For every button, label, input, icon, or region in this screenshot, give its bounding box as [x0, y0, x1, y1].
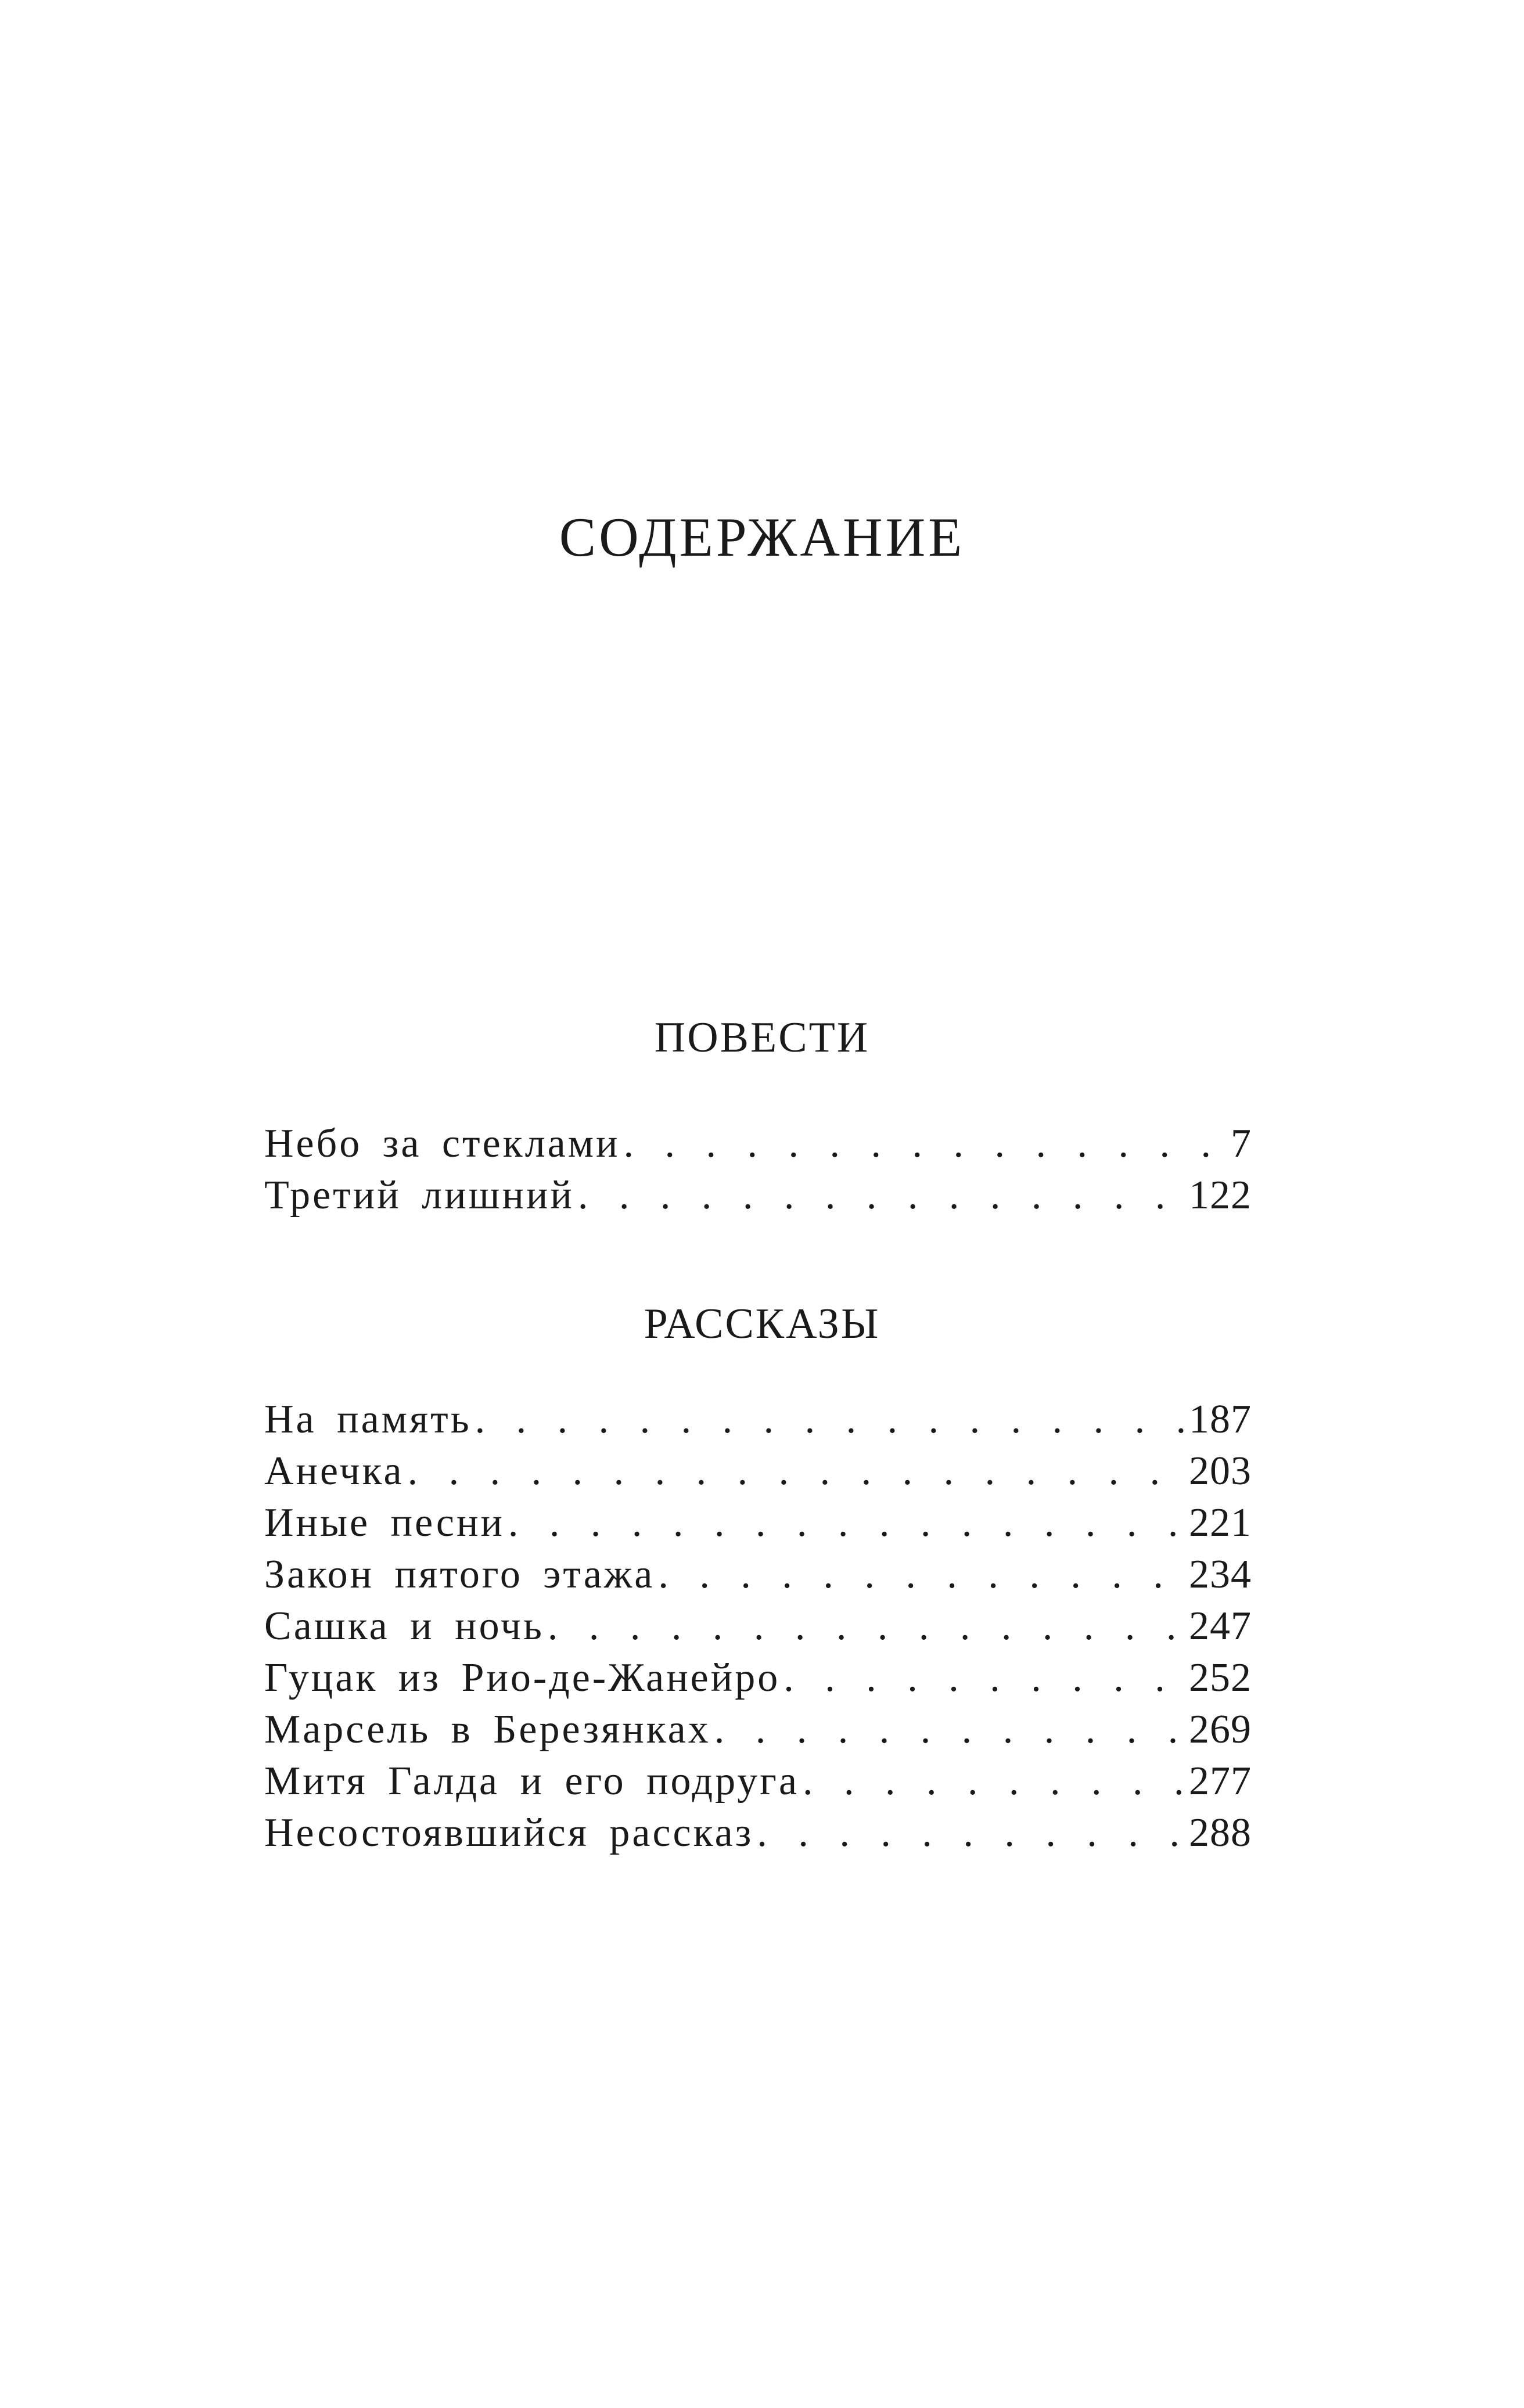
entry-title: Анечка [264, 1449, 404, 1493]
page-title: СОДЕРЖАНИЕ [559, 506, 965, 568]
section-heading-rasskazy: РАССКАЗЫ [644, 1300, 880, 1348]
dot-leader [574, 1169, 1189, 1221]
toc-entry[interactable] [264, 1600, 1252, 1652]
dot-leader [711, 1704, 1189, 1755]
toc-entry[interactable] [264, 1169, 1252, 1221]
entry-page-number: 7 [1231, 1121, 1252, 1166]
entry-page-number: 234 [1189, 1552, 1252, 1597]
toc-list-povesti [264, 1118, 1252, 1221]
entry-page-number: 187 [1189, 1397, 1252, 1442]
entry-page-number: 288 [1189, 1811, 1252, 1855]
entry-title: Марсель в Березянках [264, 1707, 711, 1752]
toc-entry[interactable] [264, 1652, 1252, 1704]
toc-entry[interactable] [264, 1445, 1252, 1497]
toc-entry[interactable] [264, 1394, 1252, 1445]
entry-page-number: 277 [1189, 1759, 1252, 1804]
dot-leader [472, 1394, 1189, 1445]
entry-page-number: 247 [1189, 1604, 1252, 1648]
toc-entry[interactable] [264, 1497, 1252, 1549]
entry-page-number: 269 [1189, 1707, 1252, 1752]
entry-title: Гуцак из Рио-де-Жанейро [264, 1655, 781, 1700]
entry-page-number: 203 [1189, 1449, 1252, 1493]
entry-page-number: 252 [1189, 1655, 1252, 1700]
toc-entry[interactable] [264, 1118, 1252, 1169]
entry-title: На память [264, 1397, 472, 1442]
toc-entry[interactable] [264, 1807, 1252, 1859]
toc-entry[interactable] [264, 1704, 1252, 1755]
entry-title: Митя Галда и его подруга [264, 1759, 800, 1804]
entry-title: Небо за стеклами [264, 1121, 620, 1166]
entry-page-number: 122 [1189, 1173, 1252, 1218]
entry-page-number: 221 [1189, 1500, 1252, 1545]
dot-leader [620, 1118, 1217, 1169]
toc-entry[interactable] [264, 1549, 1252, 1600]
dot-leader [404, 1445, 1189, 1497]
toc-entry[interactable] [264, 1755, 1252, 1807]
entry-title: Третий лишний [264, 1173, 574, 1218]
dot-leader [799, 1755, 1189, 1807]
entry-title: Иные песни [264, 1500, 505, 1545]
entry-title: Несостоявшийся рассказ [264, 1811, 754, 1855]
dot-leader [780, 1652, 1189, 1704]
section-heading-povesti: ПОВЕСТИ [654, 1014, 870, 1061]
dot-leader [753, 1807, 1189, 1859]
entry-title: Сашка и ночь [264, 1604, 544, 1648]
entry-title: Закон пятого этажа [264, 1552, 655, 1597]
dot-leader [544, 1600, 1189, 1652]
dot-leader [505, 1497, 1189, 1549]
toc-list-rasskazy [264, 1394, 1252, 1859]
dot-leader [655, 1549, 1189, 1600]
